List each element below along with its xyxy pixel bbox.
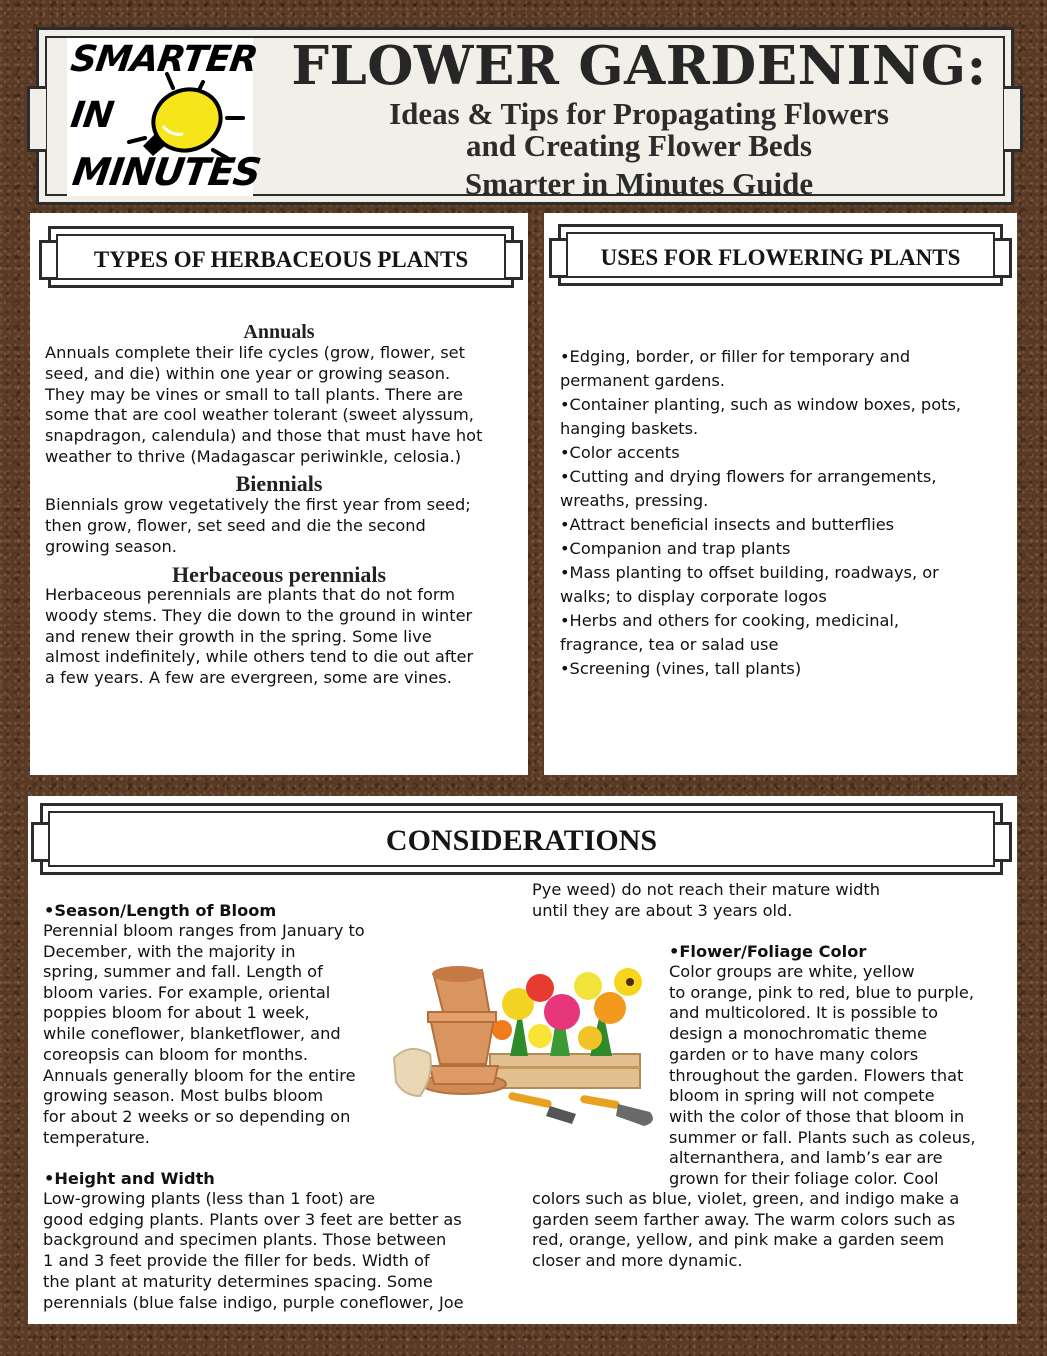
list-item: •Container planting, such as window boxes, pots, hanging baskets. (560, 395, 962, 438)
biennials-text: Biennials grow vegetatively the first year from seed; then grow, flower, set seed and die the second growing season. (45, 495, 471, 556)
logo-word-smarter: SMARTER (68, 39, 260, 80)
types-banner-title: TYPES OF HERBACEOUS PLANTS (93, 247, 469, 272)
season-text-wrap: spring, summer and fall. Length of bloom varies. For example, oriental poppies bloom for about 1 week, while coneflower, blanketflower, and coreopsis can bloom for months. Annuals generally bloom for the entire growing season. Most bulbs bloom for about 2 weeks or so depending on temperature. (43, 962, 356, 1147)
header-banner (36, 27, 1014, 205)
list-item: •Companion and trap plants (560, 539, 791, 558)
perennials-heading: Herbaceous perennials (171, 562, 387, 587)
season-text-top: Perennial bloom ranges from January to December, with the majority in (43, 921, 365, 961)
list-item: •Attract beneficial insects and butterflies (560, 515, 895, 534)
list-item: •Herbs and others for cooking, medicinal, fragrance, tea or salad use (560, 611, 900, 654)
types-banner (48, 226, 514, 288)
season-heading: •Season/Length of Bloom (44, 901, 277, 920)
logo-word-minutes: MINUTES (69, 150, 263, 194)
height-heading: •Height and Width (44, 1169, 215, 1188)
annuals-text: Annuals complete their life cycles (grow, flower, set seed, and die) within one year or growing season. They may be vines or small to tall plants. There are some that are cool weather tolerant (sweet alyssum, snapdragon, calendula) and those that must have hot weather to thrive (Madagascar periwinkle, celosia.) (45, 343, 483, 466)
types-panel (30, 213, 528, 775)
perennials-text: Herbaceous perennials are plants that do not form woody stems. They die down to the ground in winter and renew their growth in the spring. Some live almost indefinitely, while others tend to die out after a few years. A few are evergreen, some are vines. (45, 585, 474, 688)
list-item: •Color accents (560, 443, 680, 462)
color-text-wrap: Color groups are white, yellow to orange, pink to red, blue to purple, and multicolored. It is possible to design a monochromatic theme garden or to have many colors throughout the garden. Flowers that bloom in spring will not compete with the color of those that bloom in summer or fall. Plants such as coleus, alternanthera, and lamb’s ear are grown for their foliage color. Cool (669, 962, 976, 1189)
list-item: •Edging, border, or filler for temporary and permanent gardens. (560, 347, 911, 390)
smarter-in-minutes-logo (67, 38, 263, 196)
uses-banner-title: USES FOR FLOWERING PLANTS (600, 245, 961, 270)
considerations-banner-title: CONSIDERATIONS (385, 824, 658, 857)
logo-word-in: IN (68, 95, 116, 136)
guide-label: Smarter in Minutes Guide (464, 166, 814, 201)
list-item: •Screening (vines, tall plants) (560, 659, 802, 678)
list-item: •Mass planting to offset building, roadways, or walks; to display corporate logos (560, 563, 939, 606)
considerations-panel (28, 796, 1017, 1324)
garden-tools-flowers-image (390, 946, 665, 1136)
height-text-continued: Pye weed) do not reach their mature width until they are about 3 years old. (532, 880, 880, 920)
subtitle-line-1: Ideas & Tips for Propagating Flowers (389, 96, 889, 131)
height-text: Low-growing plants (less than 1 foot) are good edging plants. Plants over 3 feet are better as background and specimen plants. Those between 1 and 3 feet provide the filler for beds. Width of the plant at maturity determines spacing. Some perennials (blue false indigo, purple coneflower, Joe (43, 1189, 464, 1312)
page-subtitle (279, 98, 999, 162)
uses-panel (544, 213, 1017, 775)
annuals-heading: Annuals (243, 321, 315, 343)
list-item: •Cutting and drying flowers for arrangements, wreaths, pressing. (560, 467, 937, 510)
color-heading: •Flower/Foliage Color (669, 942, 867, 961)
subtitle-line-2: and Creating Flower Beds (466, 128, 812, 163)
considerations-banner (40, 803, 1003, 875)
biennials-heading: Biennials (235, 471, 323, 496)
uses-list (560, 345, 1006, 681)
color-text-full: colors such as blue, violet, green, and indigo make a garden seem farther away. The warm colors such as red, orange, yellow, and pink make a garden seem closer and more dynamic. (532, 1189, 960, 1271)
uses-banner (558, 224, 1003, 286)
page-title: FLOWER GARDENING: (291, 35, 987, 97)
